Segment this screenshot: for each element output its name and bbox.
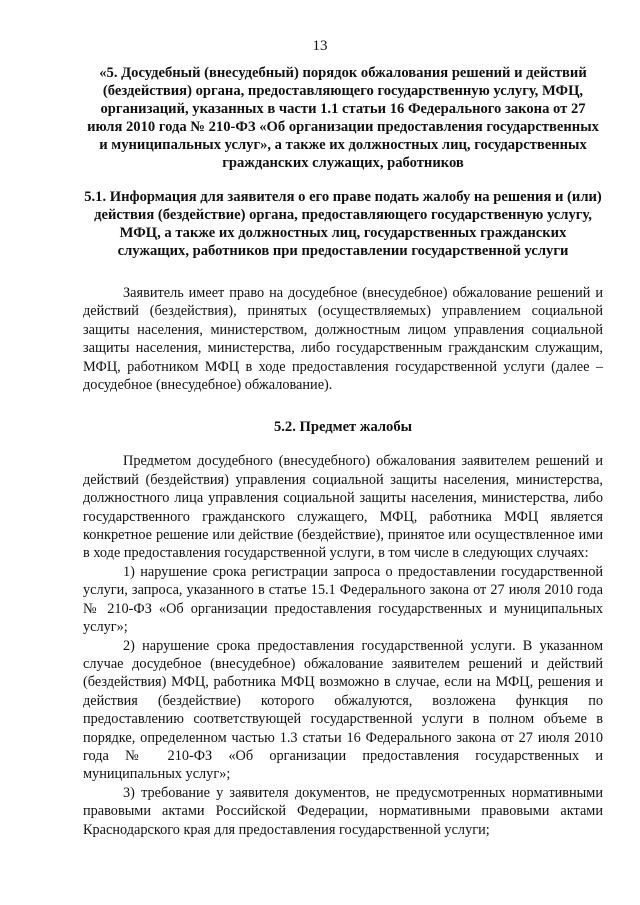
subsection-5-2-heading: 5.2. Предмет жалобы [273,419,413,436]
section-5-heading: «5. Досудебный (внесудебный) порядок обжалования решений и действий (бездействия) органа, предоставляющего государственную услугу, МФЦ, организаций, указанных в части 1.1 статьи 16 Федерального закона от 27 июля 2010 года № 210-ФЗ «Об организации предоставления государственных и муниципальных услуг», а также их должностных лиц, государственных гражданских служащих, работников [87,65,599,171]
list-item-3: 3) требование у заявителя документов, не предусмотренных нормативными правовыми актами Российской Федерации, нормативными правовыми актами Краснодарского края для предоставления государственной услуги; [83,784,603,838]
page-content [83,64,603,839]
list-item-2: 2) нарушение срока предоставления государственной услуги. В указанном случае досудебное (внесудебное) обжалование заявителем решений и действий (бездействия) МФЦ, работника МФЦ возможно в случае, если на МФЦ, решения и действия (бездействие) которого обжалуются, возложена функция по предоставлению соответствующей государственной услуги в полном объеме в порядке, определенном частью 1.3 статьи 16 Федерального закона от 27 июля 2010 года № 210-ФЗ «Об организации предоставления государственных и муниципальных услуг»; [83,637,603,783]
subsection-5-2-intro-paragraph: Предметом досудебного (внесудебного) обжалования заявителем решений и действий (бездействия) управления социальной защиты населения, министерства, должностного лица управления социальной защиты населения, министерства, либо государственного гражданского служащего, МФЦ, работника МФЦ является конкретное решение или действие (бездействие), принятое или осуществленное ими в ходе предоставления государственной услуги, в том числе в следующих случаях: [83,453,603,562]
page-number: 13 [312,38,328,54]
subsection-5-1-heading: 5.1. Информация для заявителя о его праве подать жалобу на решения и (или) действия (бездействие) органа, предоставляющего государственную услугу, МФЦ, а также их должностных лиц, государственных гражданских служащих, работников при предоставлении государственной услуги [84,189,602,259]
subsection-5-1-paragraph: Заявитель имеет право на досудебное (внесудебное) обжалование решений и действий (бездействия), принятых (осуществляемых) управлением социальной защиты населения, министерством, должностным лицом управления социальной защиты населения, министерства, либо государственным гражданским служащим, МФЦ, работником МФЦ в ходе предоставления государственной услуги (далее – досудебное (внесудебное) обжалование). [83,285,603,394]
list-item-1: 1) нарушение срока регистрации запроса о предоставлении государственной услуги, запроса, указанного в статье 15.1 Федерального закона от 27 июля 2010 года № 210-ФЗ «Об организации предоставления государственных и муниципальных услуг»; [83,563,603,636]
